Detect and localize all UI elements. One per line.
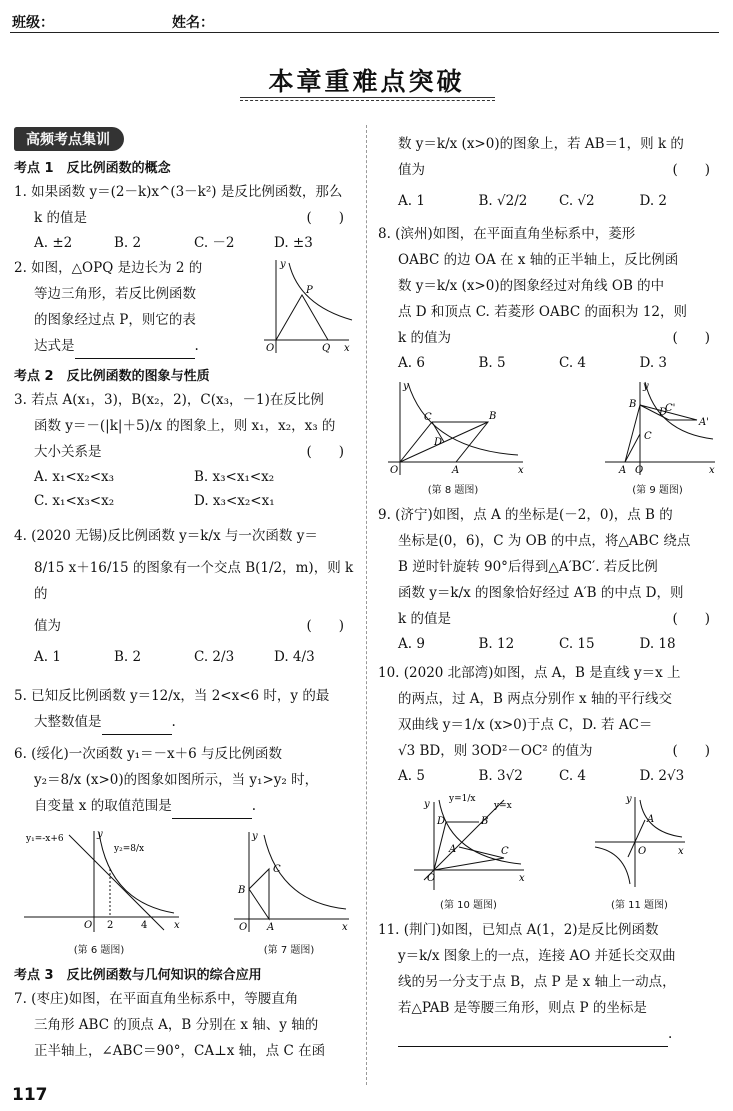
column-divider [366,125,367,1085]
svg-text:C: C [644,431,652,442]
figure-q8 [378,377,528,496]
svg-text:x: x [174,920,180,931]
section-heading-2: 考点 2 反比例函数的图象与性质 [14,369,210,384]
q10-options: A. 5 B. 3√2 C. 4 D. 2√3 [398,768,685,784]
section-heading-1: 考点 1 反比例函数的概念 [14,161,171,176]
svg-text:y₁=-x+6: y₁=-x+6 [26,834,64,844]
svg-text:O: O [635,465,644,476]
svg-text:x: x [518,873,525,884]
svg-text:A: A [619,465,627,476]
title-underline [240,97,495,98]
caption-fig9: (第 9 题图) [632,485,683,496]
section-banner: 高频考点集训 [14,127,124,151]
question-3: 3. 若点 A(x₁，3)，B(x₂，2)，C(x₃，－1)在反比例 [14,392,324,408]
question-5: 5. 已知反比例函数 y＝12/x，当 2<x<6 时，y 的最 [14,688,330,704]
caption-fig11: (第 11 题图) [611,900,668,911]
svg-text:A: A [452,465,460,476]
svg-text:B: B [480,816,488,827]
svg-text:Q: Q [322,343,331,354]
svg-text:C': C' [665,403,676,414]
svg-text:C: C [273,864,281,875]
figure-q2 [254,255,354,355]
svg-text:B: B [238,885,246,896]
section-heading-3: 考点 3 反比例函数与几何知识的综合应用 [14,968,262,983]
question-2: 2. 如图，△OPQ 是边长为 2 的 等边三角形，若反比例函数 的图象经过点 P，则它的表 达式是 . y P O Q x [14,255,354,359]
question-4: 4. (2020 无锡)反比例函数 y＝k/x 与一次函数 y＝ [14,528,318,544]
question-8: 8. (滨州)如图，在平面直角坐标系中，菱形 [378,226,636,242]
caption-fig7: (第 7 题图) [263,945,315,956]
svg-text:O: O [239,922,248,933]
q4-options: A. 1 B. 2 C. 2/3 D. 4/3 [34,649,315,665]
right-column: 数 y＝k/x (x>0)的图象上，若 AB＝1，则 k 的 值为 ( ) A. 1 B. √2/2 C. √2 D. 2 8. (滨州)如图，在平面直角坐标系中，菱形 OABC 的边 OA 在 x 轴的正半轴上，反比例函 数 y＝k/x (x>0)的图象经过对角线 OB 的中 点 D 和顶点 C. 若菱形 OABC 的面积为 12，则 k 的值为 ( ) A. 6 B. 5 C. 4 D. 3 y C B D O A x (第 8 题图) y B C' A' D C A O x (第 9 题图) 9. (济宁)如图，点 A 的坐标是(－2，0)，点 B 的 坐标是(0，6)，C 为 OB 的中点，将△ABC 绕点 B 逆时针旋转 90°后得到△A′BC′. 若反比例 函数 y＝k/x 的图象恰好经过 A′B 的中点 D，则 k 的值是 ( ) A. 9 B. 12 C. 15 D. 18 10. (2020 北部湾)如图，点 A，B 是直线 y＝x 上 的两点，过 A，B 两点分别作 x 轴的平行线交 双曲线 y＝1/x (x>0)于点 C，D. 若 AC＝ √3 BD，则 3OD²－OC² 的值为 ( ) A. 5 B. 3√2 C. 4 D. 2√3 y=1/x y=x y D B A C O x (第 10 题图) y A O x (第 11 题图) 11. (荆门)如图，已知点 A(1，2)是反比例函数 y＝k/x 图象上的一点，连接 AO 并延长交双曲 线的另一分支于点 B，点 P 是 x 轴上一动点， 若△PAB 是等腰三角形，则点 P 的坐标是 . [378,125,720,1047]
figure-q9 [595,377,720,496]
svg-text:A: A [448,844,456,855]
svg-text:A: A [646,814,654,825]
svg-text:x: x [518,465,524,476]
svg-text:y: y [423,799,430,810]
figure-q10 [409,792,529,911]
question-10: 10. (2020 北部湾)如图，点 A，B 是直线 y＝x 上 [378,665,681,681]
svg-text:y₂=8/x: y₂=8/x [114,844,145,854]
svg-text:D: D [434,437,443,448]
svg-text:C: C [500,846,509,857]
svg-text:y: y [280,259,286,270]
svg-text:y: y [625,794,632,805]
page-header [0,0,733,34]
q1-options: A. ±2 B. 2 C. －2 D. ±3 [34,235,313,251]
figure-q7 [224,827,354,956]
q9-options: A. 9 B. 12 C. 15 D. 18 [398,636,676,652]
svg-text:C: C [424,412,432,423]
svg-text:A: A [267,922,275,933]
svg-text:D: D [436,816,445,827]
svg-text:O: O [637,846,646,857]
svg-text:O: O [266,343,275,354]
header-rule [10,32,719,33]
svg-text:y: y [97,829,103,840]
svg-text:x: x [342,922,348,933]
left-column: 高频考点集训 考点 1 反比例函数的概念 1. 如果函数 y＝(2－k)x^(3－k²) 是反比例函数，那么 k 的值是 ( ) A. ±2 B. 2 C. －2 D. ±3 2. 如图，△OPQ 是边长为 2 的 等边三角形，若反比例函数 的图象经过点 P，则它的表 达式是 . y P O Q x 考点 2 反比例函数的图象与性质 3. 若点 A(x₁，3)，B(x₂，2)，C(x₃，－1)在反比例 函数 y＝－(|k|＋5)/x 的图象上，则 x₁，x₂，x₃ 的 大小关系是 ( ) A. x₁<x₂<x₃ B. x₃<x₁<x₂ C. x₁<x₃<x₂ D. x₃<x₂<x₁ 4. (2020 无锡)反比例函数 y＝k/x 与一次函数 y＝ 8/15 x＋16/15 的图象有一个交点 B(1/2，m)，则 k 的 值为 ( ) A. 1 B. 2 C. 2/3 D. 4/3 5. 已知反比例函数 y＝12/x，当 2<x<6 时，y 的最 大整数值是 . 6. (绥化)一次函数 y₁＝－x＋6 与反比例函数 y₂＝8/x (x>0)的图象如图所示，当 y₁>y₂ 时， 自变量 x 的取值范围是 . y₁=-x+6 y₂=8/x y O 2 4 x (第 6 题图) y C B O A x (第 7 题图) 考点 3 反比例函数与几何知识的综合应用 7. (枣庄)如图，在平面直角坐标系中，等腰直角 三角形 ABC 的顶点 A，B 分别在 x 轴、y 轴的 正半轴上，∠ABC＝90°，CA⊥x 轴，点 C 在函 [14,125,354,1064]
q8-options: A. 6 B. 5 C. 4 D. 3 [398,355,668,371]
page-number: 117 [12,1085,48,1105]
class-label: 班级： [12,15,54,31]
question-9: 9. (济宁)如图，点 A 的坐标是(－2，0)，点 B 的 [378,507,673,523]
figure-q6 [14,827,184,956]
caption-fig6: (第 6 题图) [73,945,125,956]
question-1: 1. 如果函数 y＝(2－k)x^(3－k²) 是反比例函数，那么 [14,184,343,200]
q3-options: A. x₁<x₂<x₃ B. x₃<x₁<x₂ [34,469,275,485]
caption-fig8: (第 8 题图) [427,485,479,496]
svg-text:y=1/x: y=1/x [448,794,475,804]
svg-text:y=x: y=x [493,801,512,811]
svg-text:2: 2 [107,920,114,931]
svg-text:y: y [252,831,258,842]
question-7-cont: 数 y＝k/x (x>0)的图象上，若 AB＝1，则 k 的 [398,136,684,152]
svg-text:O: O [426,873,435,884]
caption-fig10: (第 10 题图) [440,900,497,911]
svg-text:P: P [306,285,313,296]
svg-text:O: O [84,920,93,931]
svg-text:O: O [390,465,399,476]
svg-text:y: y [643,381,649,392]
svg-text:D: D [659,407,668,418]
figure-q11 [590,792,690,911]
page-title: 本章重难点突破 [268,67,465,96]
question-6: 6. (绥化)一次函数 y₁＝－x＋6 与反比例函数 [14,746,283,762]
svg-text:x: x [344,343,350,354]
name-label: 姓名： [172,15,214,31]
question-7: 7. (枣庄)如图，在平面直角坐标系中，等腰直角 [14,991,299,1007]
svg-text:B: B [489,411,497,422]
q7-options: A. 1 B. √2/2 C. √2 D. 2 [398,193,668,209]
svg-text:x: x [677,846,684,857]
svg-text:y: y [403,381,409,392]
title-underline-dashed [240,100,495,101]
svg-text:A': A' [699,417,709,428]
svg-text:B: B [629,399,637,410]
question-11: 11. (荆门)如图，已知点 A(1，2)是反比例函数 [378,922,659,938]
svg-text:4: 4 [141,920,148,931]
svg-text:x: x [709,465,715,476]
